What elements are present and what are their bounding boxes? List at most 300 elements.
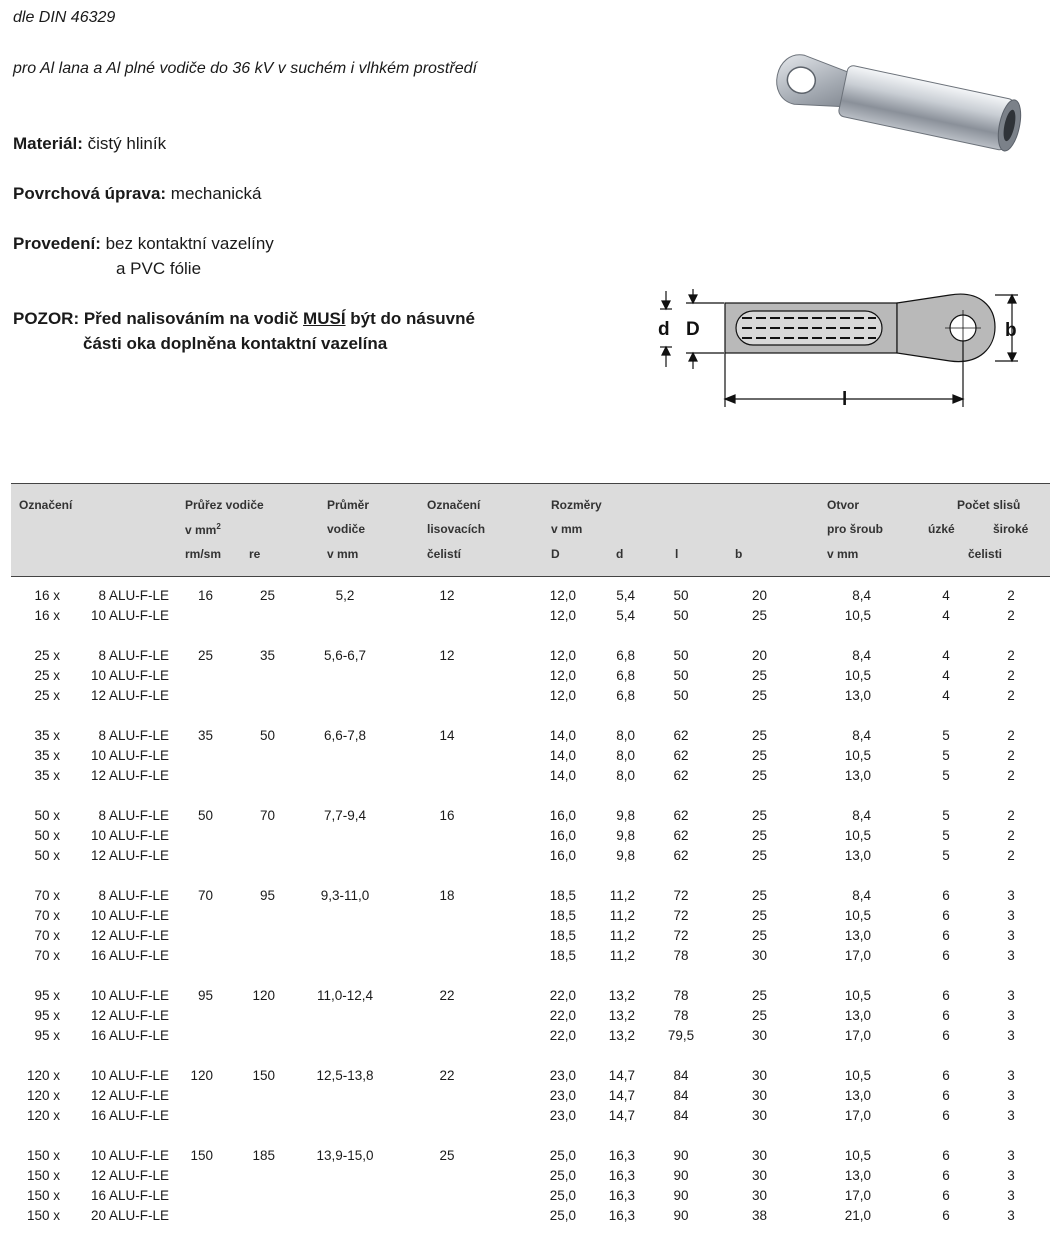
cell-presses-wide: 3 — [1007, 928, 1015, 943]
cell-presses-wide: 3 — [1007, 1068, 1015, 1083]
cell-bolt-hole: 13,0 — [844, 928, 871, 943]
cell-dim-b: 25 — [751, 748, 767, 763]
table-row — [11, 846, 1050, 866]
cell-dim-d: 6,8 — [616, 668, 635, 683]
header-oznaceni: Označení — [19, 498, 73, 512]
header-col-l: l — [675, 547, 679, 561]
cell-size: 25 x — [34, 688, 60, 703]
cell-type: 8 ALU-F-LE — [98, 588, 169, 603]
cell-dim-d: 5,4 — [616, 588, 635, 603]
cell-size: 25 x — [34, 648, 60, 663]
table-body — [11, 586, 1050, 1226]
cell-presses-wide: 2 — [1007, 848, 1015, 863]
drawing-label-b: b — [1005, 320, 1017, 341]
cell-bolt-hole: 13,0 — [844, 1168, 871, 1183]
cell-cross-section-rmsm: 50 — [197, 808, 213, 823]
cell-dim-b: 30 — [751, 948, 767, 963]
cell-presses-narrow: 6 — [942, 888, 950, 903]
cell-conductor-diameter: 13,9-15,0 — [316, 1148, 374, 1163]
standard-reference: dle DIN 46329 — [13, 9, 116, 26]
cell-type: 12 ALU-F-LE — [90, 1008, 169, 1023]
header-uzke: úzké — [928, 522, 955, 536]
header-prumer-3: v mm — [327, 547, 359, 561]
cell-presses-narrow: 5 — [942, 728, 950, 743]
cell-dim-l: 62 — [673, 848, 689, 863]
cell-die-code: 22 — [439, 988, 455, 1003]
cell-dim-b: 25 — [751, 908, 767, 923]
cell-dim-b: 25 — [751, 1008, 767, 1023]
table-row — [11, 1146, 1050, 1166]
table-row — [11, 766, 1050, 786]
cell-dim-b: 25 — [751, 668, 767, 683]
header-celisti: čelisti — [968, 547, 1003, 561]
cell-size: 35 x — [34, 768, 60, 783]
cell-dim-l: 84 — [673, 1068, 689, 1083]
cell-conductor-diameter: 5,6-6,7 — [323, 648, 367, 663]
cell-dim-b: 25 — [751, 848, 767, 863]
cell-bolt-hole: 13,0 — [844, 688, 871, 703]
cell-dim-l: 72 — [673, 908, 689, 923]
cell-dim-d: 6,8 — [616, 688, 635, 703]
cell-cross-section-rmsm: 35 — [197, 728, 213, 743]
header-col-d: d — [616, 547, 624, 561]
cell-dim-l: 50 — [673, 608, 689, 623]
group-separator — [11, 1126, 1050, 1146]
cell-size: 120 x — [26, 1088, 60, 1103]
cell-type: 12 ALU-F-LE — [90, 768, 169, 783]
cell-presses-wide: 3 — [1007, 888, 1015, 903]
cell-bolt-hole: 10,5 — [844, 668, 871, 683]
cell-type: 10 ALU-F-LE — [90, 748, 169, 763]
cell-dim-b: 30 — [751, 1108, 767, 1123]
cell-dim-b: 38 — [751, 1208, 767, 1223]
cell-bolt-hole: 10,5 — [844, 988, 871, 1003]
header-pocet: Počet slisů — [957, 498, 1021, 512]
cell-bolt-hole: 13,0 — [844, 768, 871, 783]
header-lisovaci-2: lisovacích — [427, 522, 486, 536]
cell-dim-d: 8,0 — [616, 728, 635, 743]
group-separator — [11, 866, 1050, 886]
group-separator — [11, 626, 1050, 646]
cell-type: 12 ALU-F-LE — [90, 1088, 169, 1103]
warning-line-1 — [13, 309, 475, 329]
cell-dim-D: 22,0 — [549, 1008, 576, 1023]
cell-presses-narrow: 4 — [942, 668, 950, 683]
cell-presses-wide: 3 — [1007, 1208, 1015, 1223]
cell-dim-d: 9,8 — [616, 848, 635, 863]
table-row — [11, 1006, 1050, 1026]
cell-dim-l: 90 — [673, 1188, 689, 1203]
cell-bolt-hole: 10,5 — [844, 828, 871, 843]
cell-dim-l: 50 — [673, 688, 689, 703]
table-row — [11, 886, 1050, 906]
cell-dim-l: 50 — [673, 588, 689, 603]
cell-dim-l: 78 — [673, 1008, 689, 1023]
cell-presses-narrow: 5 — [942, 808, 950, 823]
cell-type: 8 ALU-F-LE — [98, 648, 169, 663]
cell-dim-l: 90 — [673, 1148, 689, 1163]
cell-presses-wide: 3 — [1007, 1188, 1015, 1203]
cell-bolt-hole: 10,5 — [844, 908, 871, 923]
cell-dim-D: 18,5 — [549, 908, 576, 923]
table-row — [11, 826, 1050, 846]
group-separator — [11, 706, 1050, 726]
cell-dim-D: 25,0 — [549, 1208, 576, 1223]
cell-presses-wide: 2 — [1007, 728, 1015, 743]
cell-presses-narrow: 5 — [942, 748, 950, 763]
cell-presses-narrow: 6 — [942, 1028, 950, 1043]
cell-presses-narrow: 4 — [942, 588, 950, 603]
cell-dim-D: 23,0 — [549, 1068, 576, 1083]
cell-dim-l: 62 — [673, 768, 689, 783]
drawing-label-D: D — [686, 319, 700, 340]
cell-presses-narrow: 6 — [942, 928, 950, 943]
cell-presses-wide: 3 — [1007, 1148, 1015, 1163]
cell-presses-narrow: 6 — [942, 1208, 950, 1223]
cell-dim-d: 16,3 — [608, 1168, 635, 1183]
cell-bolt-hole: 17,0 — [844, 1028, 871, 1043]
cell-type: 10 ALU-F-LE — [90, 908, 169, 923]
group-separator — [11, 1046, 1050, 1066]
cell-dim-D: 25,0 — [549, 1168, 576, 1183]
cell-dim-D: 23,0 — [549, 1088, 576, 1103]
warning-text-after: být do násuvné — [350, 309, 475, 328]
cell-dim-b: 25 — [751, 988, 767, 1003]
cell-presses-wide: 2 — [1007, 828, 1015, 843]
cell-presses-wide: 2 — [1007, 588, 1015, 603]
cell-dim-d: 16,3 — [608, 1208, 635, 1223]
cell-type: 10 ALU-F-LE — [90, 1068, 169, 1083]
cell-presses-wide: 2 — [1007, 748, 1015, 763]
cell-size: 35 x — [34, 748, 60, 763]
cell-die-code: 12 — [439, 588, 455, 603]
dimension-drawing — [650, 285, 1030, 415]
cell-die-code: 14 — [439, 728, 455, 743]
cell-cross-section-re: 25 — [259, 588, 275, 603]
header-prumer: Průměr — [327, 498, 370, 512]
cell-bolt-hole: 17,0 — [844, 1108, 871, 1123]
header-col-D: D — [551, 547, 560, 561]
cell-cross-section-rmsm: 95 — [197, 988, 213, 1003]
surface-line — [13, 184, 262, 204]
cell-dim-D: 14,0 — [549, 768, 576, 783]
cell-cross-section-rmsm: 70 — [197, 888, 213, 903]
cell-presses-wide: 2 — [1007, 688, 1015, 703]
cell-dim-b: 25 — [751, 768, 767, 783]
cell-bolt-hole: 21,0 — [844, 1208, 871, 1223]
table-row — [11, 1086, 1050, 1106]
cell-type: 12 ALU-F-LE — [90, 1168, 169, 1183]
header-col-b: b — [735, 547, 743, 561]
cell-conductor-diameter: 6,6-7,8 — [323, 728, 367, 743]
warning-text-before: Před nalisováním na vodič — [83, 309, 299, 328]
usage-description: pro Al lana a Al plné vodiče do 36 kV v suchém i vlhkém prostředí — [13, 60, 477, 77]
cell-bolt-hole: 8,4 — [852, 808, 871, 823]
cell-size: 95 x — [34, 1008, 60, 1023]
cell-dim-l: 90 — [673, 1208, 689, 1223]
cell-dim-l: 62 — [673, 748, 689, 763]
cell-dim-l: 50 — [673, 648, 689, 663]
cell-type: 20 ALU-F-LE — [90, 1208, 169, 1223]
cell-presses-wide: 2 — [1007, 768, 1015, 783]
cell-bolt-hole: 8,4 — [852, 888, 871, 903]
header-rozmery: Rozměry — [551, 498, 602, 512]
header-prumer-2: vodiče — [327, 522, 366, 536]
cell-bolt-hole: 13,0 — [844, 848, 871, 863]
cell-cross-section-re: 120 — [252, 988, 275, 1003]
cell-size: 150 x — [26, 1208, 60, 1223]
cell-cross-section-re: 50 — [259, 728, 275, 743]
cell-dim-D: 12,0 — [549, 608, 576, 623]
cell-size: 95 x — [34, 988, 60, 1003]
cell-die-code: 22 — [439, 1068, 455, 1083]
cell-size: 150 x — [26, 1148, 60, 1163]
table-row — [11, 666, 1050, 686]
cell-dim-d: 13,2 — [608, 988, 635, 1003]
cell-bolt-hole: 8,4 — [852, 728, 871, 743]
cell-presses-narrow: 6 — [942, 948, 950, 963]
cell-bolt-hole: 10,5 — [844, 1148, 871, 1163]
header-prurez-unit: v $mm^2$ — [185, 522, 221, 537]
cell-cross-section-rmsm: 120 — [190, 1068, 213, 1083]
cell-die-code: 12 — [439, 648, 455, 663]
cell-dim-d: 13,2 — [608, 1008, 635, 1023]
cell-dim-l: 62 — [673, 828, 689, 843]
cell-dim-d: 16,3 — [608, 1188, 635, 1203]
header-re: re — [249, 547, 261, 561]
cell-presses-wide: 3 — [1007, 988, 1015, 1003]
table-row — [11, 686, 1050, 706]
cell-dim-d: 8,0 — [616, 748, 635, 763]
cell-presses-wide: 3 — [1007, 1028, 1015, 1043]
cell-type: 10 ALU-F-LE — [90, 988, 169, 1003]
cell-size: 70 x — [34, 888, 60, 903]
cell-die-code: 18 — [439, 888, 455, 903]
cell-dim-d: 9,8 — [616, 808, 635, 823]
material-line — [13, 134, 166, 154]
cell-presses-narrow: 6 — [942, 1088, 950, 1103]
cell-dim-l: 90 — [673, 1168, 689, 1183]
design-value-continued: a PVC fólie — [116, 259, 202, 278]
header-rozmery-unit: v mm — [551, 522, 583, 536]
table-row — [11, 926, 1050, 946]
table-row — [11, 906, 1050, 926]
cell-bolt-hole: 10,5 — [844, 748, 871, 763]
drawing-label-d: d — [658, 319, 670, 340]
cell-type: 10 ALU-F-LE — [90, 1148, 169, 1163]
cell-presses-narrow: 5 — [942, 768, 950, 783]
cell-presses-wide: 2 — [1007, 668, 1015, 683]
cell-type: 16 ALU-F-LE — [90, 1188, 169, 1203]
cell-type: 16 ALU-F-LE — [90, 948, 169, 963]
header-lisovaci: Označení — [427, 498, 481, 512]
cell-cross-section-re: 185 — [252, 1148, 275, 1163]
cell-presses-narrow: 4 — [942, 648, 950, 663]
cell-size: 50 x — [34, 808, 60, 823]
warning-label: POZOR: — [13, 309, 80, 328]
cell-presses-narrow: 6 — [942, 908, 950, 923]
cell-dim-b: 20 — [751, 648, 767, 663]
cell-dim-b: 25 — [751, 808, 767, 823]
cell-cross-section-re: 150 — [252, 1068, 275, 1083]
cell-cross-section-re: 95 — [259, 888, 275, 903]
cell-dim-D: 12,0 — [549, 648, 576, 663]
cell-dim-D: 16,0 — [549, 828, 576, 843]
cell-dim-l: 62 — [673, 808, 689, 823]
cell-dim-l: 79,5 — [667, 1028, 695, 1043]
cell-size: 35 x — [34, 728, 60, 743]
cell-bolt-hole: 10,5 — [844, 608, 871, 623]
drawing-label-l: l — [842, 389, 848, 410]
header-otvor-3: v mm — [827, 547, 859, 561]
cell-dim-b: 30 — [751, 1028, 767, 1043]
cell-dim-D: 14,0 — [549, 748, 576, 763]
cell-size: 25 x — [34, 668, 60, 683]
cell-bolt-hole: 8,4 — [852, 648, 871, 663]
table-header — [11, 483, 1050, 577]
header-siroke: široké — [993, 522, 1029, 536]
cell-dim-d: 6,8 — [616, 648, 635, 663]
cell-bolt-hole: 13,0 — [844, 1088, 871, 1103]
cell-presses-wide: 3 — [1007, 1008, 1015, 1023]
cell-dim-b: 20 — [751, 588, 767, 603]
material-label: Materiál: — [13, 134, 83, 153]
table-row — [11, 606, 1050, 626]
cell-cross-section-rmsm: 150 — [190, 1148, 213, 1163]
group-separator — [11, 966, 1050, 986]
cell-bolt-hole: 17,0 — [844, 1188, 871, 1203]
cell-presses-narrow: 4 — [942, 688, 950, 703]
cell-dim-D: 12,0 — [549, 688, 576, 703]
cell-dim-b: 25 — [751, 928, 767, 943]
cell-cross-section-rmsm: 16 — [197, 588, 213, 603]
cell-cross-section-re: 70 — [259, 808, 275, 823]
cell-size: 70 x — [34, 928, 60, 943]
cell-dim-b: 25 — [751, 608, 767, 623]
cell-dim-l: 50 — [673, 668, 689, 683]
cell-dim-b: 25 — [751, 828, 767, 843]
cell-size: 120 x — [26, 1068, 60, 1083]
header-rmsm: rm/sm — [185, 547, 222, 561]
cell-dim-d: 16,3 — [608, 1148, 635, 1163]
material-value: čistý hliník — [87, 134, 167, 153]
cell-bolt-hole: 17,0 — [844, 948, 871, 963]
cell-bolt-hole: 13,0 — [844, 1008, 871, 1023]
group-separator — [11, 786, 1050, 806]
cell-dim-D: 18,5 — [549, 928, 576, 943]
table-row — [11, 646, 1050, 666]
cell-size: 16 x — [34, 608, 60, 623]
cell-conductor-diameter: 5,2 — [335, 588, 355, 603]
cell-dim-D: 18,5 — [549, 888, 576, 903]
table-row — [11, 1106, 1050, 1126]
cell-size: 16 x — [34, 588, 60, 603]
warning-emphasis: MUSÍ — [303, 309, 346, 328]
cell-dim-d: 14,7 — [608, 1068, 635, 1083]
cell-presses-narrow: 6 — [942, 988, 950, 1003]
cell-type: 10 ALU-F-LE — [90, 668, 169, 683]
cell-dim-b: 30 — [751, 1148, 767, 1163]
cell-dim-D: 22,0 — [549, 988, 576, 1003]
cell-dim-b: 25 — [751, 728, 767, 743]
table-row — [11, 806, 1050, 826]
cell-dim-l: 78 — [673, 988, 689, 1003]
cell-presses-narrow: 5 — [942, 848, 950, 863]
surface-label: Povrchová úprava: — [13, 184, 167, 203]
cell-type: 16 ALU-F-LE — [90, 1028, 169, 1043]
cell-dim-b: 30 — [751, 1168, 767, 1183]
cell-conductor-diameter: 12,5-13,8 — [316, 1068, 374, 1083]
cell-size: 120 x — [26, 1108, 60, 1123]
cell-type: 8 ALU-F-LE — [98, 808, 169, 823]
cell-presses-narrow: 5 — [942, 828, 950, 843]
cell-dim-d: 5,4 — [616, 608, 635, 623]
cell-dim-D: 18,5 — [549, 948, 576, 963]
header-otvor: Otvor — [827, 498, 860, 512]
cell-dim-l: 72 — [673, 888, 689, 903]
cable-lug-photo — [752, 45, 1032, 205]
cell-presses-wide: 2 — [1007, 808, 1015, 823]
table-row — [11, 1026, 1050, 1046]
cell-presses-narrow: 6 — [942, 1148, 950, 1163]
header-otvor-2: pro šroub — [827, 522, 883, 536]
cell-presses-wide: 2 — [1007, 648, 1015, 663]
table-row — [11, 986, 1050, 1006]
cell-dim-d: 14,7 — [608, 1108, 635, 1123]
cell-dim-D: 25,0 — [549, 1148, 576, 1163]
cell-presses-narrow: 6 — [942, 1068, 950, 1083]
header-lisovaci-3: čelistí — [427, 547, 462, 561]
cell-dim-b: 30 — [751, 1068, 767, 1083]
cell-presses-wide: 3 — [1007, 1168, 1015, 1183]
cell-dim-D: 22,0 — [549, 1028, 576, 1043]
cell-size: 95 x — [34, 1028, 60, 1043]
cell-presses-wide: 2 — [1007, 608, 1015, 623]
cell-dim-D: 16,0 — [549, 848, 576, 863]
cell-conductor-diameter: 11,0-12,4 — [316, 988, 374, 1003]
cell-die-code: 16 — [439, 808, 455, 823]
cell-dim-D: 14,0 — [549, 728, 576, 743]
cell-dim-b: 30 — [751, 1188, 767, 1203]
cell-dim-b: 30 — [751, 1088, 767, 1103]
cell-dim-d: 14,7 — [608, 1088, 635, 1103]
table-row — [11, 1206, 1050, 1226]
design-value: bez kontaktní vazelíny — [105, 234, 274, 253]
cell-presses-narrow: 6 — [942, 1108, 950, 1123]
cell-dim-l: 84 — [673, 1108, 689, 1123]
cell-dim-l: 84 — [673, 1088, 689, 1103]
cell-dim-D: 12,0 — [549, 588, 576, 603]
cell-size: 50 x — [34, 848, 60, 863]
design-label: Provedení: — [13, 234, 101, 253]
cell-size: 150 x — [26, 1168, 60, 1183]
cell-type: 10 ALU-F-LE — [90, 608, 169, 623]
cell-size: 70 x — [34, 908, 60, 923]
cell-presses-wide: 3 — [1007, 1108, 1015, 1123]
design-line — [13, 234, 274, 254]
cell-dim-D: 12,0 — [549, 668, 576, 683]
cell-type: 10 ALU-F-LE — [90, 828, 169, 843]
cell-presses-wide: 3 — [1007, 948, 1015, 963]
cell-dim-d: 11,2 — [609, 908, 635, 923]
cell-conductor-diameter: 7,7-9,4 — [323, 808, 367, 823]
cell-conductor-diameter: 9,3-11,0 — [320, 888, 370, 903]
cell-presses-wide: 3 — [1007, 1088, 1015, 1103]
cell-dim-l: 78 — [673, 948, 689, 963]
cell-dim-d: 9,8 — [616, 828, 635, 843]
cell-die-code: 25 — [439, 1148, 455, 1163]
cell-dim-l: 72 — [673, 928, 689, 943]
